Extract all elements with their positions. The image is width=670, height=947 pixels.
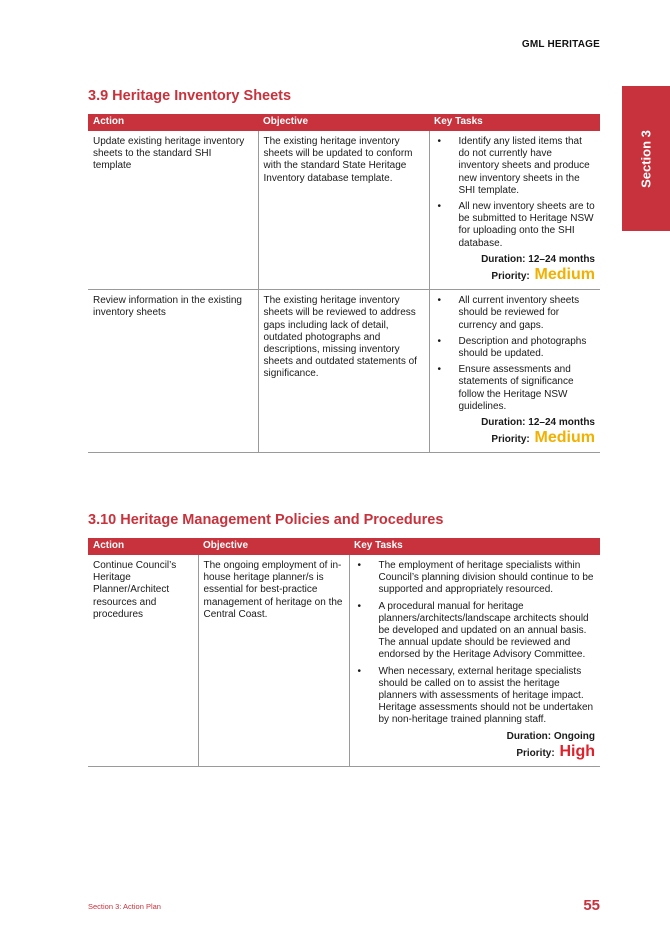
key-tasks-cell (429, 131, 600, 290)
table-row (88, 290, 600, 453)
key-tasks-cell (349, 555, 600, 767)
column-header-key-tasks: Key Tasks (349, 538, 600, 555)
table-row (88, 131, 600, 290)
action-table-3-9 (88, 114, 600, 453)
duration-text: Duration: 12–24 months (481, 417, 595, 429)
section-heading-3-10: 3.10 Heritage Management Policies and Procedures (88, 512, 444, 528)
duration-text: Duration: 12–24 months (481, 253, 595, 265)
task-item: • A procedural manual for heritage planners/architects/landscape architects should be developed and updated on an annual basis. The annual update should be reviewed and endorsed by the Heritage Advisory Committee. (355, 601, 596, 662)
table-header-row (88, 114, 600, 131)
task-item: • The employment of heritage specialists within Council’s planning division should continue to be supported and appropriately resourced. (355, 560, 596, 597)
objective-cell: The ongoing employment of in-house heritage planner/s is essential for best-practice management of heritage on the Central Coast. (198, 555, 349, 767)
column-header-action: Action (88, 114, 258, 131)
priority-label: Priority: (491, 271, 530, 283)
priority-line (355, 742, 596, 760)
table-header-row (88, 538, 600, 555)
priority-value: Medium (534, 266, 595, 284)
action-cell: Continue Council’s Heritage Planner/Architect resources and procedures (88, 555, 198, 767)
action-cell: Review information in the existing inventory sheets (88, 290, 258, 453)
section-side-tab (622, 86, 670, 231)
table-row (88, 555, 600, 767)
action-table-3-10 (88, 538, 600, 767)
column-header-key-tasks: Key Tasks (429, 114, 600, 131)
column-header-objective: Objective (198, 538, 349, 555)
duration-text: Duration: Ongoing (506, 730, 595, 742)
task-item: • When necessary, external heritage specialists should be called on to assist the heritage planners with assessments of heritage impact. Heritage assessments should not be undertaken by non-heritage trained planning staff. (355, 666, 596, 727)
priority-label: Priority: (491, 434, 530, 446)
document-header-title: GML HERITAGE (521, 39, 600, 50)
column-header-objective: Objective (258, 114, 429, 131)
task-item: • All new inventory sheets are to be submitted to Heritage NSW for uploading onto the SHI database. (435, 201, 596, 250)
objective-cell: The existing heritage inventory sheets will be updated to conform with the standard State Heritage Inventory database template. (258, 131, 429, 290)
key-tasks-cell (429, 290, 600, 453)
footer-section-label: Section 3: Action Plan (88, 902, 161, 911)
priority-line (435, 266, 596, 284)
task-item: • Description and photographs should be updated. (435, 336, 596, 360)
task-item: • Identify any listed items that do not currently have inventory sheets and produce new inventory sheets in the SHI template. (435, 136, 596, 197)
priority-line (435, 429, 596, 447)
priority-label: Priority: (516, 747, 555, 759)
action-cell: Update existing heritage inventory sheets to the standard SHI template (88, 131, 258, 290)
task-list (355, 560, 596, 727)
column-header-action: Action (88, 538, 198, 555)
priority-value: High (559, 742, 595, 760)
task-list (435, 295, 596, 413)
task-item: • Ensure assessments and statements of significance follow the Heritage NSW guidelines. (435, 364, 596, 413)
section-side-tab-label: Section 3 (638, 129, 654, 188)
task-item: • All current inventory sheets should be reviewed for currency and gaps. (435, 295, 596, 332)
objective-cell: The existing heritage inventory sheets will be reviewed to address gaps including lack of detail, outdated photographs and descriptions, missing inventory sheets and outdated statements of significance. (258, 290, 429, 453)
page-number: 55 (583, 897, 600, 914)
task-list (435, 136, 596, 250)
section-heading-3-9: 3.9 Heritage Inventory Sheets (88, 88, 292, 104)
priority-value: Medium (534, 429, 595, 447)
